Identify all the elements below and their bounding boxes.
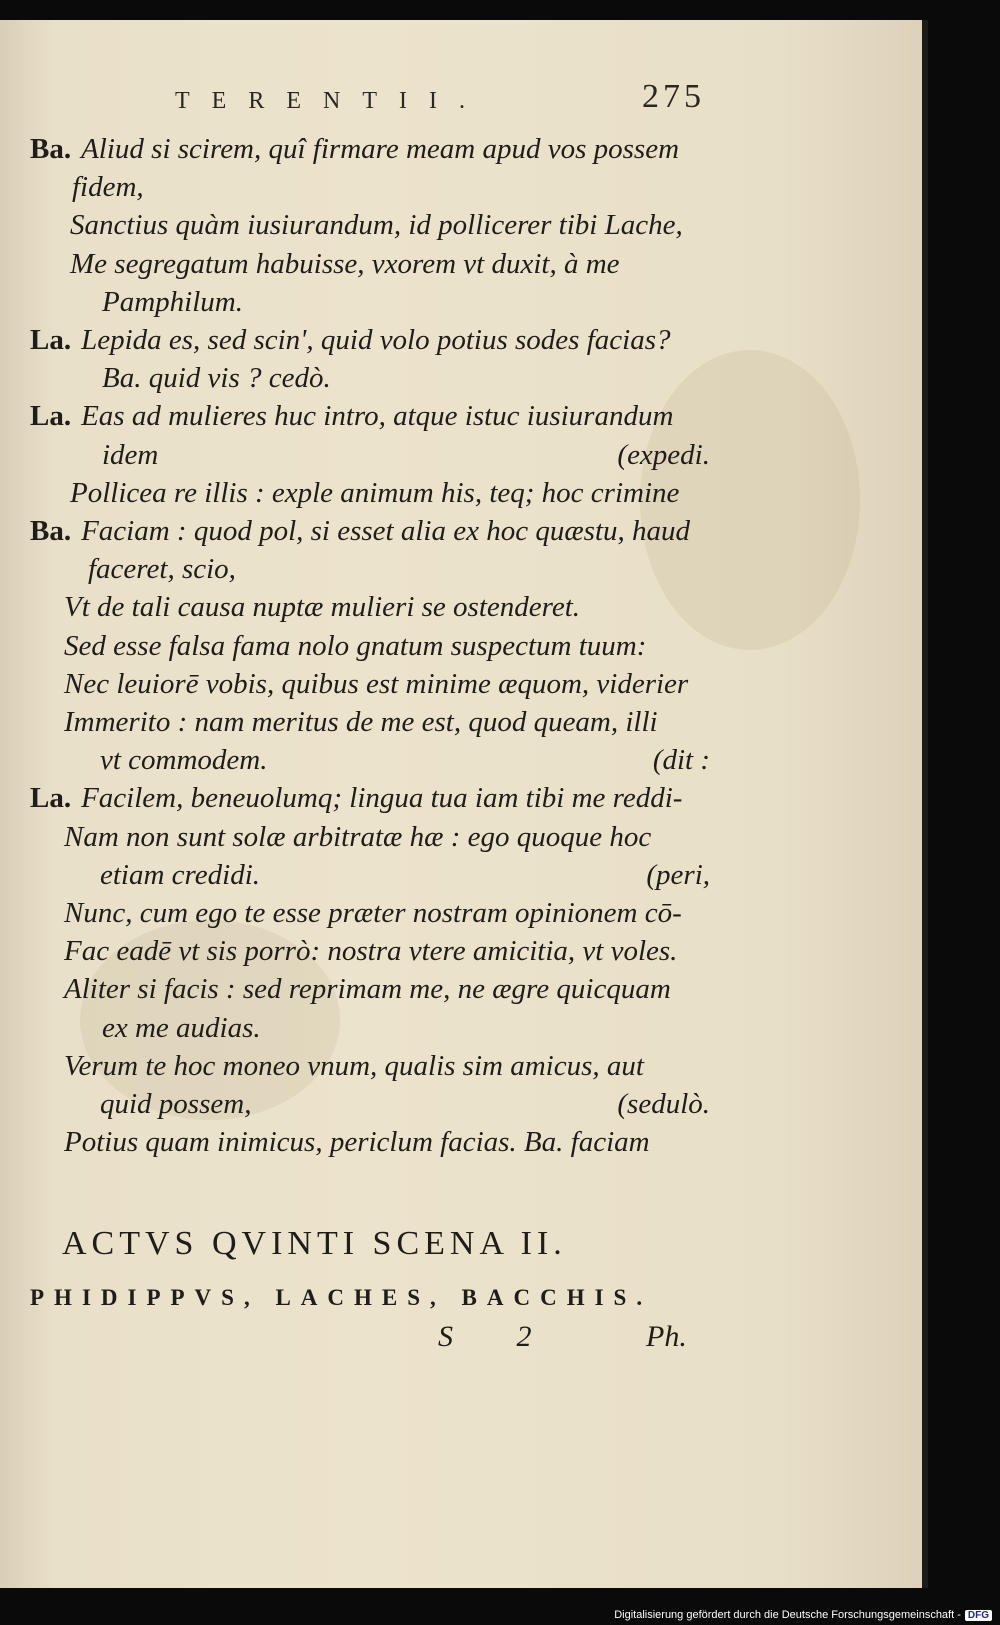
act-heading: ACTVS QVINTI SCENA II.: [62, 1225, 567, 1262]
line-text: Aliter si facis : sed reprimam me, ne ægre quicquam: [64, 973, 671, 1006]
line-text: Pamphilum.: [102, 285, 243, 318]
line-text: Me segregatum habuisse, vxorem vt duxit, à me: [70, 247, 620, 280]
verse-line: [64, 665, 710, 703]
line-text: Sed esse falsa fama nolo gnatum suspectum tuum:: [64, 629, 647, 662]
verse-line: [100, 1085, 710, 1123]
verse-line: [64, 588, 710, 626]
line-text: vt commodem.: [100, 744, 268, 777]
line-turnover: (sedulò.: [617, 1088, 710, 1120]
verse-line: [70, 245, 710, 283]
line-text: Aliud si scirem, quî firmare meam apud vos possem: [81, 133, 680, 165]
line-text: Faciam : quod pol, si esset alia ex hoc quæstu, haud: [81, 515, 691, 547]
line-text: fidem,: [72, 171, 144, 204]
line-text: Nec leuiorē vobis, quibus est minime æquom, viderier: [64, 667, 689, 700]
running-title: TERENTII.: [175, 88, 487, 114]
verse-line: [30, 397, 710, 435]
verse-line: [64, 703, 710, 741]
page-number: 275: [642, 78, 705, 115]
line-text: Sanctius quàm iusiurandum, id pollicerer tibi Lache,: [70, 209, 683, 242]
line-text: Nam non sunt solæ arbitratæ hæ : ego quoque hoc: [64, 820, 652, 853]
speaker-label: Ba.: [30, 133, 72, 165]
digitization-footer: [614, 1607, 992, 1623]
speaker-label: La.: [30, 400, 72, 433]
speaker-label: La.: [30, 324, 72, 356]
line-text: Immerito : nam meritus de me est, quod queam, illi: [64, 706, 658, 738]
line-text: Vt de tali causa nuptæ mulieri se ostenderet.: [64, 591, 581, 624]
speaker-label: La.: [30, 782, 72, 815]
verse-line: [64, 970, 710, 1008]
line-turnover: (expedi.: [617, 438, 710, 471]
line-text: Lepida es, sed scin', quid volo potius sodes facias?: [81, 324, 671, 356]
verse-line: [70, 474, 710, 512]
line-text: Fac eadē vt sis porrò: nostra vtere amicitia, vt voles.: [64, 935, 678, 968]
line-text: Eas ad mulieres huc intro, atque istuc iusiurandum: [81, 400, 674, 433]
line-text: etiam credidi.: [100, 858, 260, 891]
verse-line: [100, 856, 710, 894]
verse-line: [30, 130, 710, 168]
verse-line: [30, 321, 710, 359]
page-header: [175, 78, 705, 128]
footer-text: Digitalisierung gefördert durch die Deutsche Forschungsgemeinschaft -: [614, 1609, 961, 1621]
verse-line: [72, 168, 710, 206]
verse-line: [88, 550, 710, 588]
verse-line: [100, 741, 710, 779]
verse-line: [64, 1123, 710, 1161]
verse-line: [64, 1047, 710, 1085]
verse-line: [64, 818, 710, 856]
line-text: Verum te hoc moneo vnum, qualis sim amicus, aut: [64, 1049, 644, 1082]
line-turnover: (dit :: [652, 744, 710, 777]
verse-line: [30, 512, 710, 550]
verse-line: [102, 359, 710, 397]
speaker-label: Ba.: [30, 515, 72, 547]
line-text: Nunc, cum ego te esse præter nostram opinionem cō-: [64, 897, 682, 929]
dramatis-personae: PHIDIPPVS, LACHES, BACCHIS.: [30, 1285, 653, 1310]
line-text: quid possem,: [100, 1088, 252, 1120]
verse-line: [102, 283, 710, 321]
line-turnover: (peri,: [646, 858, 710, 891]
catchword: Ph.: [646, 1320, 687, 1353]
line-text: Potius quam inimicus, periclum facias. Ba. faciam: [64, 1126, 650, 1159]
verse-line: [70, 206, 710, 244]
verse-line: [64, 932, 710, 970]
verse-line: [64, 627, 710, 665]
line-text: idem: [102, 438, 159, 471]
signature-mark: S 2: [438, 1320, 560, 1353]
line-text: Pollicea re illis : exple animum his, teq; hoc crimine: [70, 476, 680, 509]
line-text: ex me audias.: [102, 1011, 261, 1044]
verse-line: [64, 894, 710, 932]
line-text: faceret, scio,: [88, 553, 236, 586]
dfg-logo: DFG: [965, 1610, 992, 1621]
line-text: Ba. quid vis ? cedò.: [102, 362, 331, 395]
verse-line: [30, 779, 710, 817]
verse-line: [102, 1009, 710, 1047]
line-text: Facilem, beneuolumq; lingua tua iam tibi me reddi-: [81, 782, 683, 815]
book-page: [0, 20, 928, 1588]
verse-line: [102, 436, 710, 474]
